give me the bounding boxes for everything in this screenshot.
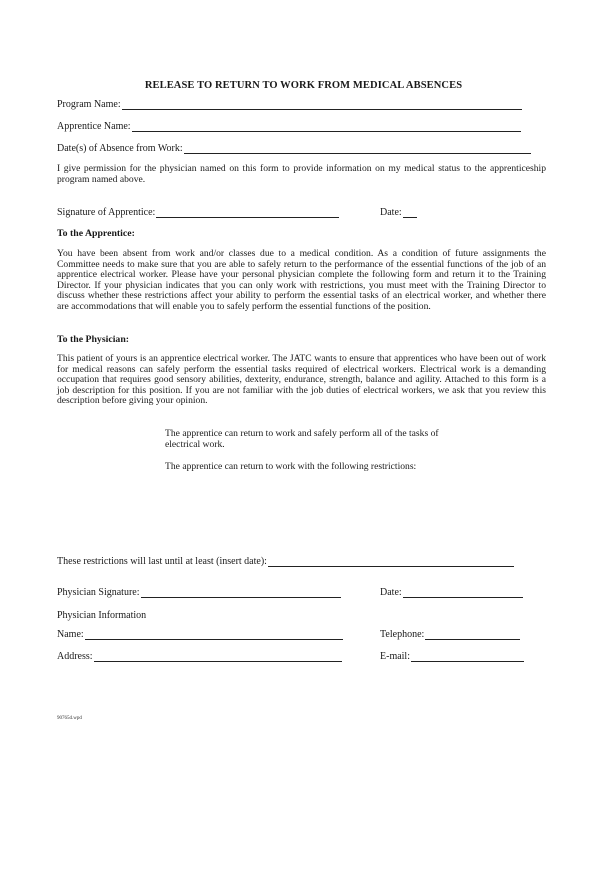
form-title: RELEASE TO RETURN TO WORK FROM MEDICAL ABSENCES — [144, 80, 463, 91]
program-name-field — [57, 99, 522, 110]
physician-name-field — [57, 629, 343, 640]
physician-signature-line[interactable] — [141, 587, 341, 598]
physician-info-heading — [57, 610, 146, 621]
restrictions-date-line[interactable] — [268, 556, 514, 567]
telephone-field — [380, 629, 520, 640]
address-label: Address: — [57, 651, 93, 662]
dates-absence-label: Date(s) of Absence from Work: — [57, 143, 183, 154]
email-label: E-mail: — [380, 651, 410, 662]
permission-paragraph: I give permission for the physician named on this form to provide information on my medical status to the apprenticeship program named above. — [57, 163, 546, 185]
address-line[interactable] — [94, 651, 342, 662]
telephone-label: Telephone: — [380, 629, 425, 640]
to-physician-heading: To the Physician: — [57, 334, 130, 345]
restrictions-date-field — [57, 556, 514, 567]
option-full-duty[interactable]: The apprentice can return to work and safely perform all of the tasks of electrical work. — [165, 428, 439, 450]
email-field — [380, 651, 524, 662]
option-with-restrictions[interactable]: The apprentice can return to work with the following restrictions: — [165, 461, 417, 472]
apprentice-name-field — [57, 121, 521, 132]
file-reference: 90765d.wpd — [57, 716, 82, 721]
apprentice-signature-line[interactable] — [156, 207, 339, 218]
dates-absence-line[interactable] — [184, 143, 531, 154]
apprentice-date-field — [380, 207, 417, 218]
to-apprentice-heading: To the Apprentice: — [57, 228, 135, 239]
apprentice-name-line[interactable] — [132, 121, 521, 132]
telephone-line[interactable] — [425, 629, 520, 640]
physician-name-label: Name: — [57, 629, 84, 640]
apprentice-signature-field — [57, 207, 339, 218]
dates-absence-field — [57, 143, 531, 154]
physician-date-line[interactable] — [403, 587, 523, 598]
program-name-label: Program Name: — [57, 99, 121, 110]
restrictions-date-label: These restrictions will last until at least (insert date): — [57, 556, 267, 567]
physician-info-label: Physician Information — [57, 610, 147, 621]
email-line[interactable] — [411, 651, 524, 662]
apprentice-date-line[interactable] — [403, 207, 417, 218]
address-field — [57, 651, 342, 662]
apprentice-date-label: Date: — [380, 207, 402, 218]
to-physician-paragraph: This patient of yours is an apprentice electrical worker. The JATC wants to ensure that apprentices who have been out of work for medical reasons can safely perform the essential tasks required of electrical workers. Electrical work is a demanding occupation that requires good sensory abilities, dexterity, endurance, strength, balance and agility. Attached to this form is a job description for this position. If you are not familiar with the job duties of electrical workers, we ask that you review this description before giving your opinion. — [57, 353, 546, 407]
apprentice-signature-label: Signature of Apprentice: — [57, 207, 156, 218]
physician-date-field — [380, 587, 523, 598]
physician-signature-label: Physician Signature: — [57, 587, 140, 598]
physician-signature-field — [57, 587, 341, 598]
program-name-line[interactable] — [122, 99, 522, 110]
apprentice-name-label: Apprentice Name: — [57, 121, 131, 132]
to-apprentice-paragraph: You have been absent from work and/or classes due to a medical condition. As a condition of future assignments the Committee needs to make sure that you are able to safely return to the performance of the essential functions of the job of an apprentice electrical worker. Please have your personal physician complete the following form and return it to the Training Director. If your physician indicates that you can only work with restrictions, you must meet with the Training Director to discuss whether these restrictions affect your ability to perform the essential tasks of an electrical worker, and whether there are accommodations that will enable you to safely perform the essential functions of the position. — [57, 248, 546, 312]
physician-date-label: Date: — [380, 587, 402, 598]
physician-name-line[interactable] — [85, 629, 343, 640]
